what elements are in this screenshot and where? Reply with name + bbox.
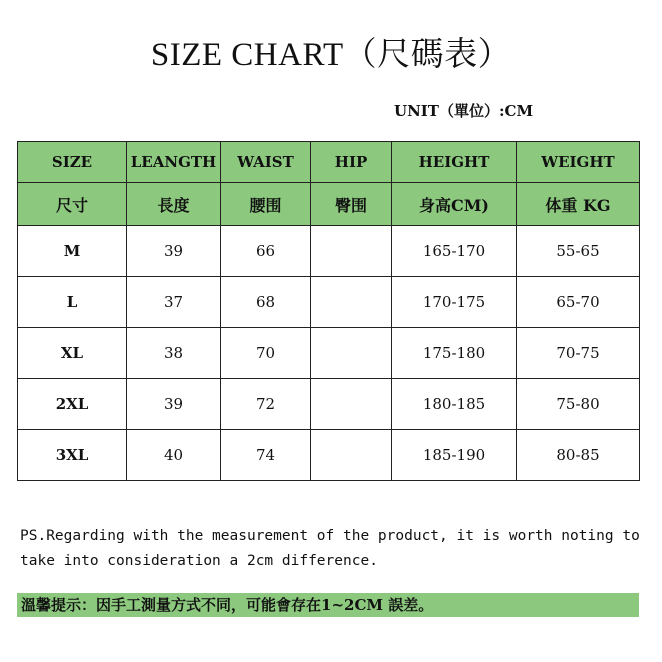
- cell-weight: 75-80: [517, 379, 640, 430]
- size-table: [17, 141, 640, 481]
- header-length: LEANGTH: [127, 142, 221, 183]
- header-waist-cn: 腰围: [221, 183, 311, 226]
- cell-height: 180-185: [392, 379, 517, 430]
- header-waist: WAIST: [221, 142, 311, 183]
- cell-weight: 65-70: [517, 277, 640, 328]
- cell-height: 175-180: [392, 328, 517, 379]
- cell-size: XL: [18, 328, 127, 379]
- cell-height: 185-190: [392, 430, 517, 481]
- cell-size: 3XL: [18, 430, 127, 481]
- unit-label: UNIT（單位）:CM: [394, 102, 534, 120]
- cell-hip: [311, 277, 392, 328]
- table-row: [18, 328, 640, 379]
- page-title: SIZE CHART（尺碼表）: [150, 37, 512, 73]
- header-weight: WEIGHT: [517, 142, 640, 183]
- cell-length: 39: [127, 379, 221, 430]
- header-weight-cn: 体重 KG: [517, 183, 640, 226]
- header-length-cn: 長度: [127, 183, 221, 226]
- table-row: [18, 226, 640, 277]
- cell-size: M: [18, 226, 127, 277]
- measurement-note: PS.Regarding with the measurement of the product, it is worth noting to take into consideration a 2cm difference.: [20, 528, 649, 569]
- cell-length: 40: [127, 430, 221, 481]
- header-height-cn: 身高CM): [392, 183, 517, 226]
- cell-weight: 55-65: [517, 226, 640, 277]
- cell-waist: 70: [221, 328, 311, 379]
- header-size-cn: 尺寸: [18, 183, 127, 226]
- header-size: SIZE: [18, 142, 127, 183]
- tip-banner: 溫馨提示：因手工測量方式不同，可能會存在1~2CM 誤差。: [17, 593, 639, 617]
- cell-hip: [311, 226, 392, 277]
- cell-waist: 72: [221, 379, 311, 430]
- cell-size: 2XL: [18, 379, 127, 430]
- cell-length: 39: [127, 226, 221, 277]
- table-row: [18, 379, 640, 430]
- cell-hip: [311, 328, 392, 379]
- cell-length: 38: [127, 328, 221, 379]
- table-row: [18, 430, 640, 481]
- cell-waist: 74: [221, 430, 311, 481]
- cell-hip: [311, 379, 392, 430]
- header-hip-cn: 臀围: [311, 183, 392, 226]
- cell-hip: [311, 430, 392, 481]
- header-row-cn: [18, 183, 640, 226]
- header-row-en: [18, 142, 640, 183]
- table-row: [18, 277, 640, 328]
- cell-waist: 66: [221, 226, 311, 277]
- cell-waist: 68: [221, 277, 311, 328]
- header-hip: HIP: [311, 142, 392, 183]
- cell-weight: 70-75: [517, 328, 640, 379]
- cell-length: 37: [127, 277, 221, 328]
- cell-height: 170-175: [392, 277, 517, 328]
- cell-height: 165-170: [392, 226, 517, 277]
- cell-weight: 80-85: [517, 430, 640, 481]
- cell-size: L: [18, 277, 127, 328]
- header-height: HEIGHT: [392, 142, 517, 183]
